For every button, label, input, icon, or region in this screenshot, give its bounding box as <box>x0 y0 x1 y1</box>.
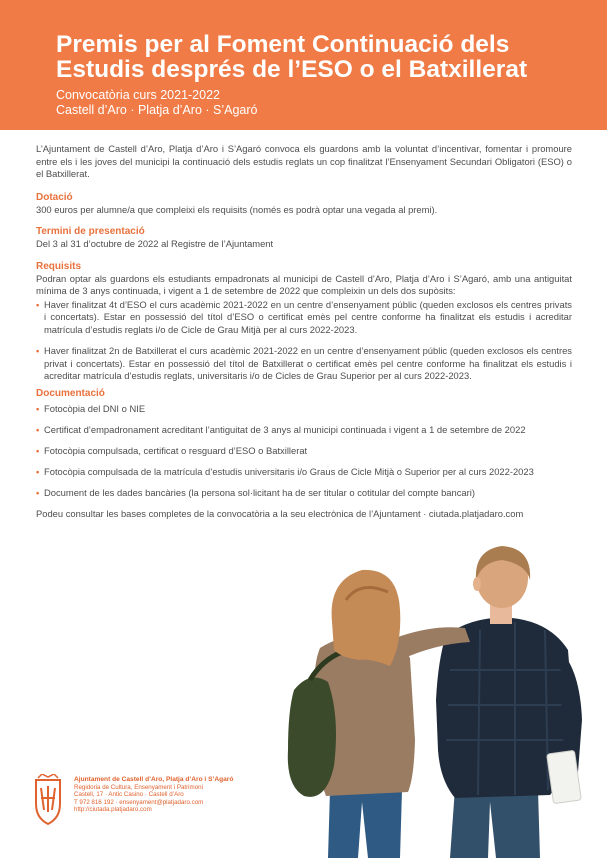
footer-dept: Regidoria de Cultura, Ensenyament i Patrimoni <box>74 783 203 791</box>
termini-heading: Termini de presentació <box>36 226 145 237</box>
title-line-1: Premis per al Foment Continuació dels <box>56 31 510 58</box>
subtitle <box>56 88 257 118</box>
bullet-icon: • <box>36 402 40 414</box>
section-requisits <box>36 261 572 383</box>
localities-label: Castell d’Aro · Platja d’Aro · S’Agaró <box>56 103 258 117</box>
footer-text <box>74 776 233 814</box>
footer-org: Ajuntament de Castell d’Aro, Platja d’Aro i S’Agaró <box>74 776 234 783</box>
bullet-icon: • <box>36 298 40 310</box>
convocatoria-label: Convocatòria curs 2021-2022 <box>56 88 220 102</box>
bullet-icon: • <box>36 423 40 435</box>
header-banner <box>0 0 607 130</box>
footer-web-link[interactable]: http://ciutada.platjadaro.com <box>74 806 152 814</box>
bullet-icon: • <box>36 345 40 356</box>
section-termini <box>36 226 572 251</box>
footer-contact[interactable]: T 972 816 192 · ensenyament@platjadaro.com <box>74 798 204 806</box>
list-item: • Haver finalitzat 4t d’ESO el curs acadèmic 2021-2022 en un centre d’ensenyament públic (queden exclosos els centres privats i concertats). Estar en possessió del títol d’ESO o certificat emès pel centre conforme ha finalitzat els estudis i acreditar matrícula d’estudis reglats i/o de Cicle de Grau Mitjà per al curs 2022-2023. <box>36 298 572 335</box>
municipal-crest-icon <box>32 774 64 826</box>
footer <box>32 772 332 832</box>
bullet-icon: • <box>36 465 40 477</box>
bullet-icon: • <box>36 444 40 456</box>
list-item: • Fotocòpia compulsada de la matrícula d’estudis universitaris i/o Graus de Cicle Mitjà o Superior per al curs 2022-2023 <box>36 465 534 477</box>
main-content <box>36 143 572 520</box>
list-item: • Haver finalitzat 2n de Batxillerat el curs acadèmic 2021-2022 en un centre d’ensenyament públic (queden exclosos els centres privat i concertats). Estar en possessió del títol de Batxillerat o certificat emès pel centre conforme ha finalitzat els estudis i acreditar matrícula d’estudis reglats, universitaris i/o de Cicles de Grau Superior per al curs 2022-2023. <box>36 345 572 381</box>
intro-paragraph: L’Ajuntament de Castell d’Aro, Platja d’Aro i S’Agaró convoca els guardons amb la voluntat d’incentivar, fomentar i promoure entre els i les joves del municipi la continuació dels estudis reglats un cop finalitzat l’Ensenyament Secundari Obligatori (ESO) o el Batxillerat. <box>36 143 572 179</box>
section-documentacio <box>36 388 572 500</box>
footer-address: Castell, 17 · Antic Casino · Castell d’Aro <box>74 791 184 799</box>
page-title <box>56 32 596 82</box>
documentacio-list <box>36 403 572 500</box>
requisits-text: Podran optar als guardons els estudiants empadronats al municipi de Castell d’Aro, Platja d’Aro i S’Agaró, amb una antiguitat mínima de 3 anys continuada, i vigent a 1 de setembre de 2022 que compleixin un dels dos supòsits: <box>36 272 572 296</box>
termini-text: Del 3 al 31 d’octubre de 2022 al Registre de l’Ajuntament <box>36 238 274 249</box>
list-item: • Fotocòpia compulsada, certificat o resguard d’ESO o Batxillerat <box>36 444 308 456</box>
requisits-heading: Requisits <box>36 260 82 272</box>
dotacio-text: 300 euros per alumne/a que compleixi els requisits (només es podrà optar una vegada al premi). <box>36 203 438 215</box>
requisits-list <box>36 299 572 383</box>
bullet-icon: • <box>36 486 40 498</box>
section-dotacio <box>36 192 572 217</box>
title-line-2: Estudis després de l’ESO o el Batxillerat <box>56 56 528 83</box>
consult-text: Podeu consultar les bases completes de la convocatòria a la seu electrònica de l’Ajuntament · ciutada.platjadaro.com <box>36 507 524 519</box>
list-item: • Document de les dades bancàries (la persona sol·licitant ha de ser titular o cotitular del compte bancari) <box>36 486 475 498</box>
dotacio-heading: Dotació <box>36 191 73 203</box>
boy-figure <box>436 546 582 858</box>
list-item: • Certificat d’empadronament acreditant l’antiguitat de 3 anys al municipi continuada i vigent a 1 de setembre de 2022 <box>36 423 526 435</box>
documentacio-heading: Documentació <box>36 387 105 399</box>
list-item: • Fotocòpia del DNI o NIE <box>36 402 146 414</box>
